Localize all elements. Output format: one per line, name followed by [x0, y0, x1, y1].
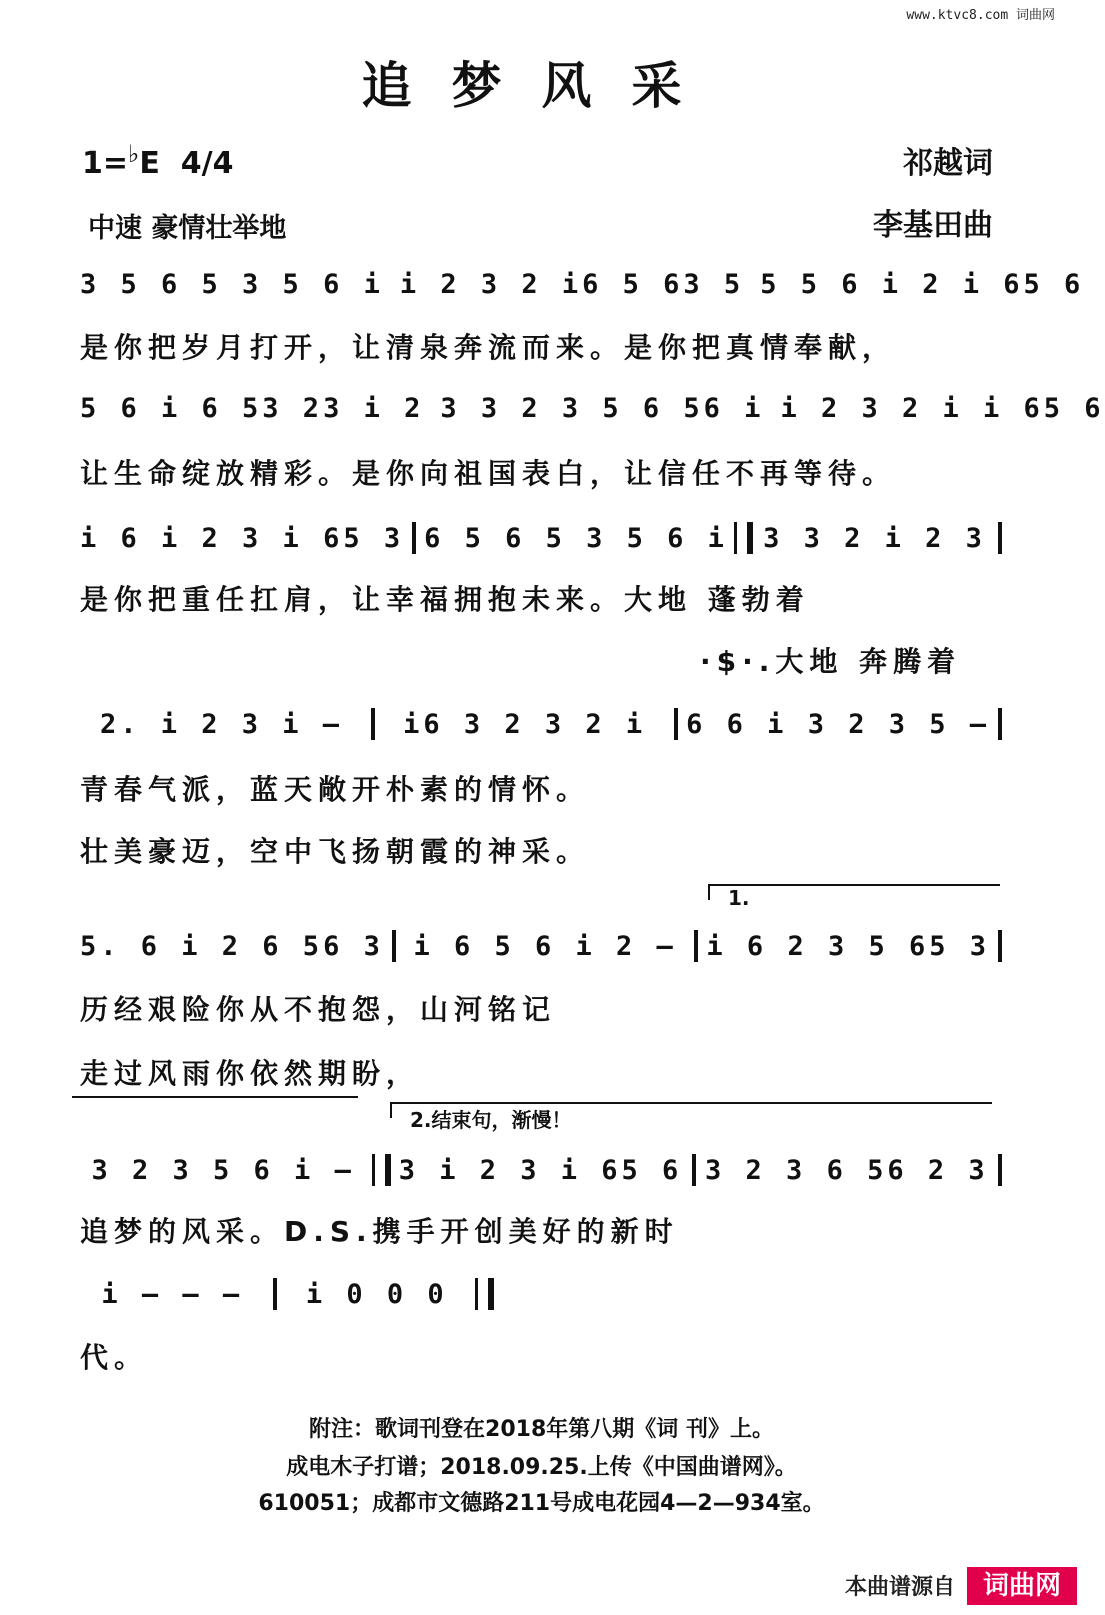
measure: i – – –	[101, 1279, 244, 1310]
lyric-line-1: 是你把岁月打开，让清泉奔流而来。是你把真情奉献，	[80, 331, 897, 364]
measure: i 6 i 2 3 i 65 3	[80, 523, 405, 554]
notation-row-1	[80, 256, 1085, 300]
key-prefix: 1=	[82, 146, 129, 181]
composer-credit: 李基田曲	[873, 208, 993, 243]
lyric-line-3-alt: ·$·.大地 奔腾着	[700, 645, 962, 678]
barline	[371, 708, 375, 740]
measure: i 6 5 6 i 2 –	[413, 931, 677, 962]
lyric-line-3: 是你把重任扛肩，让幸福拥抱未来。大地 蓬勃着	[80, 583, 810, 616]
volta-1-bracket	[708, 884, 1000, 900]
tempo-marking: 中速 豪情壮举地	[88, 213, 287, 244]
measure: 2. i 2 3 i –	[100, 709, 344, 740]
measure: 5. 6 i 2 6 56 3	[80, 931, 384, 962]
lyric-line-2: 让生命绽放精彩。是你向祖国表白，让信任不再等待。	[80, 457, 897, 490]
barline	[998, 522, 1002, 554]
notation-row-2	[80, 380, 1105, 424]
key-note: E	[139, 146, 160, 181]
measure: 3 3 2 i 2 3	[763, 523, 986, 554]
footer-note-2: 成电木子打谱；2018.09.25.上传《中国曲谱网》。	[286, 1455, 797, 1480]
barline	[674, 708, 678, 740]
notation-row-3	[80, 510, 1010, 554]
double-barline	[734, 522, 753, 554]
measure: 5 5 6 i 2 i 65 6	[760, 269, 1085, 300]
lyric-line-4-alt: 壮美豪迈，空中飞扬朝霞的神采。	[80, 835, 591, 868]
site-watermark: www.ktvc8.com 词曲网	[906, 8, 1055, 23]
barline	[692, 1154, 696, 1186]
measure: i 2 3 2 i i 65 6	[780, 393, 1105, 424]
final-barline	[475, 1278, 494, 1310]
lyric-line-5-alt: 走过风雨你依然期盼，	[80, 1057, 421, 1090]
measure: 3 3 2 3 5 6 56 i	[440, 393, 765, 424]
lyric-line-5: 历经艰险你从不抱怨，山河铭记	[80, 993, 557, 1026]
barline	[998, 1154, 1002, 1186]
barline	[998, 708, 1002, 740]
barline	[273, 1278, 277, 1310]
key-flat: ♭	[128, 140, 140, 168]
source-label: 本曲谱源自	[844, 1575, 955, 1600]
measure: 5 6 i 6 53 23 i 2	[80, 393, 425, 424]
measure: 3 i 2 3 i 65 6	[398, 1155, 683, 1186]
measure: 3 5 6 5 3 5 6 i	[80, 269, 384, 300]
lyric-line-7: 代。	[80, 1341, 149, 1374]
volta-2-label: 2.结束句，渐慢！	[410, 1108, 572, 1132]
measure: i 6 2 3 5 65 3	[706, 931, 990, 962]
meter: 4/4	[180, 146, 234, 181]
footer-note-1: 附注：歌词刊登在2018年第八期《词 刊》上。	[309, 1417, 774, 1442]
site-logo[interactable]: 词曲网	[967, 1567, 1077, 1605]
lyric-line-4: 青春气派，蓝天敞开朴素的情怀。	[80, 773, 591, 806]
barline	[392, 930, 396, 962]
notation-row-6	[80, 1142, 1010, 1186]
notation-row-7	[80, 1266, 500, 1310]
notation-row-5	[80, 918, 1010, 962]
notation-row-4	[80, 696, 1010, 740]
measure: 3 2 3 6 56 2 3	[705, 1155, 989, 1186]
lyricist-credit: 祁越词	[903, 146, 993, 181]
measure: i6 3 2 3 2 i	[403, 709, 647, 740]
volta-1-label: 1.	[728, 886, 750, 910]
measure: 3 2 3 5 6 i –	[91, 1155, 355, 1186]
barline	[694, 930, 698, 962]
measure: 6 5 6 5 3 5 6 i	[424, 523, 728, 554]
measure: i 0 0 0	[305, 1279, 448, 1310]
barline	[412, 522, 416, 554]
song-title: 追梦风采	[361, 56, 722, 115]
footer-note-3: 610051；成都市文德路211号成电花园4—2—934室。	[258, 1491, 825, 1516]
volta-1-end-bracket	[72, 1096, 358, 1112]
barline	[998, 930, 1002, 962]
measure: i 2 3 2 i6 5 63 5	[399, 269, 745, 300]
measure: 6 6 i 3 2 3 5 –	[686, 709, 990, 740]
lyric-line-6: 追梦的风采。D.S.携手开创美好的新时	[80, 1215, 679, 1248]
key-signature	[82, 140, 233, 181]
double-barline	[372, 1154, 391, 1186]
